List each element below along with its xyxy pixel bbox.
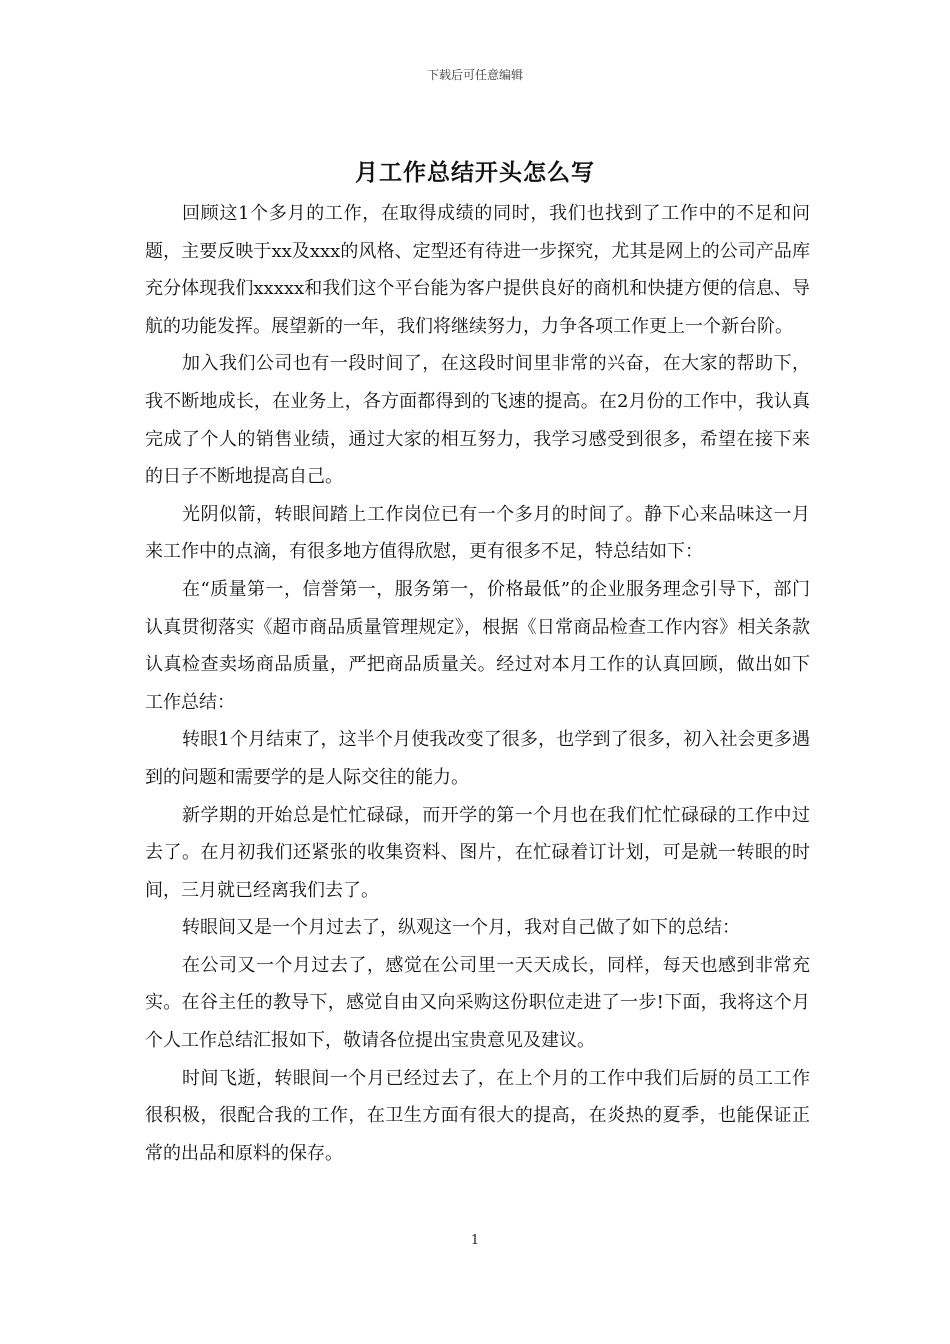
paragraph: 转眼1个月结束了，这半个月使我改变了很多，也学到了很多，初入社会更多遇到的问题和需要学的是人际交往的能力。 <box>145 729 810 788</box>
paragraph: 加入我们公司也有一段时间了，在这段时间里非常的兴奋，在大家的帮助下，我不断地成长，在业务上，各方面都得到的飞速的提高。在2月份的工作中，我认真完成了个人的销售业绩，通过大家的相互努力，我学习感受到很多，希望在接下来的日子不断地提高自己。 <box>145 353 810 488</box>
paragraph: 在“质量第一，信誉第一，服务第一，价格最低”的企业服务理念引导下，部门认真贯彻落实《超市商品质量管理规定》，根据《日常商品检查工作内容》相关条款认真检查卖场商品质量，严把商品质量关。经过对本月工作的认真回顾，做出如下工作总结： <box>145 578 810 713</box>
document-title: 月工作总结开头怎么写 <box>355 159 595 186</box>
paragraph: 转眼间又是一个月过去了，纵观这一个月，我对自己做了如下的总结： <box>182 917 740 939</box>
paragraph: 回顾这1个多月的工作，在取得成绩的同时，我们也找到了工作中的不足和问题，主要反映于xx及xxx的风格、定型还有待进一步探究，尤其是网上的公司产品库充分体现我们xxxxx和我们这个平台能为客户提供良好的商机和快捷方便的信息、导航的功能发挥。展望新的一年，我们将继续努力，力争各项工作更上一个新台阶。 <box>145 203 810 337</box>
paragraph: 新学期的开始总是忙忙碌碌，而开学的第一个月也在我们忙忙碌碌的工作中过去了。在月初我们还紧张的收集资料、图片，在忙碌着订计划，可是就一转眼的时间，三月就已经离我们去了。 <box>145 804 810 901</box>
paragraph: 光阴似箭，转眼间踏上工作岗位已有一个多月的时间了。静下心来品味这一月来工作中的点滴，有很多地方值得欣慰，更有很多不足，特总结如下： <box>145 503 810 563</box>
page-number: 1 <box>470 1233 480 1248</box>
paragraph: 时间飞逝，转眼间一个月已经过去了，在上个月的工作中我们后厨的员工工作很积极，很配合我的工作，在卫生方面有很大的提高，在炎热的夏季，也能保证正常的出品和原料的保存。 <box>145 1067 810 1164</box>
document-body <box>145 195 810 1172</box>
paragraph: 在公司又一个月过去了，感觉在公司里一天天成长，同样，每天也感到非常充实。在谷主任的教导下，感觉自由又向采购这份职位走进了一步!下面，我将这个月个人工作总结汇报如下，敬请各位提出宝贵意见及建议。 <box>145 954 810 1052</box>
header-note: 下载后可任意编辑 <box>426 68 523 82</box>
